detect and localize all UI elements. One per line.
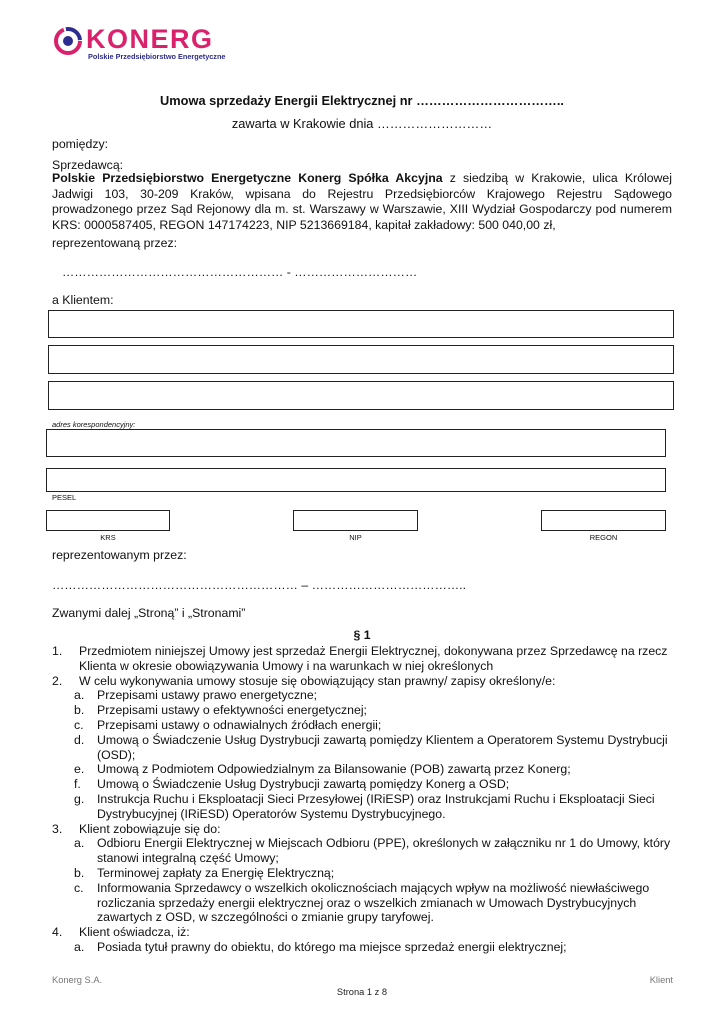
page-number: Strona 1 z 8 — [336, 987, 388, 997]
seller-representative-line: ……………………………………………… - ………………………… — [62, 265, 418, 279]
clause-list — [52, 644, 674, 955]
clause-subitem: b. Terminowej zapłaty za Energię Elektryczną; — [74, 865, 335, 880]
regon-field[interactable] — [541, 510, 666, 531]
section-heading: § 1 — [353, 628, 371, 642]
clause-subitem: c. Informowania Sprzedawcy o wszelkich okolicznościach mających wpływ na możliwość niewłaściwego rozliczania sprzedaży energii elektrycznej oraz o wszelkich zmianach w Umowach Dystrybucyjnych zawartych z OSD, w szczególności o zmianie grupy taryfowej. — [74, 880, 650, 925]
konerg-logo-icon — [53, 26, 83, 56]
contract-title: Umowa sprzedaży Energii Elektrycznej nr …………………………….. — [160, 93, 564, 108]
parties-named: Zwanymi dalej „Stroną” i „Stronami” — [52, 606, 246, 620]
pesel-label: PESEL — [52, 493, 77, 502]
client-name-field[interactable] — [48, 310, 674, 338]
clause-item: 1. Przedmiotem niniejszej Umowy jest sprzedaż Energii Elektrycznej, dokonywana przez Sprzedawcę na rzecz Klienta w okresie obowiązywania Umowy i na warunkach w niej określonych — [52, 644, 674, 674]
clause-text: Klient zobowiązuje się do: — [79, 821, 221, 836]
clause-subitem: a. Odbioru Energii Elektrycznej w Miejscach Odbioru (PPE), określonych w załączniku nr 1 do Umowy, który stanowi integralną część Umowy; — [74, 836, 671, 866]
clause-subitem: g. Instrukcja Ruchu i Eksploatacji Sieci Przesyłowej (IRiESP) oraz Instrukcjami Ruchu i Eksploatacji Sieci Dystrybucyjnej (IRiESD) Operatorów Systemu Dystrybucyjnego. — [74, 791, 655, 821]
client-address-field-2[interactable] — [48, 381, 674, 410]
company-logo — [53, 24, 226, 67]
logo-name: KONERG — [86, 24, 214, 54]
correspondence-address-field[interactable] — [46, 429, 666, 457]
seller-details: z siedzibą w Krakowie, ulica Królowej Jadwigi 103, 30-209 Kraków, wpisana do Rejestru Przedsiębiorców Krajowego Rejestru Sądowego prowadzonego przez Sąd Rejonowy dla m. st. Warszawy w Warszawie, XIII Wydział Gospodarczy pod numerem KRS: 0000587405, REGON 147174223, NIP 5213669184, kapitał zakładowy: 500 040,00 zł, — [52, 171, 672, 232]
clause-text: W celu wykonywania umowy stosuje się obowiązujący stan prawny/ zapisy określony/e: — [79, 673, 556, 688]
contract-subtitle: zawarta w Krakowie dnia ……………………… — [231, 116, 493, 131]
footer-company: Konerg S.A. — [52, 975, 103, 985]
nip-field[interactable] — [293, 510, 418, 531]
clause-subitem: d. Umową o Świadczenie Usług Dystrybucji zawartą pomiędzy Klientem a Operatorem Systemu Dystrybucji (OSD); — [74, 732, 668, 762]
clause-text: Przedmiotem niniejszej Umowy jest sprzedaż Energii Elektrycznej, dokonywana przez Sprzedawcę na rzecz Klienta w okresie obowiązywania Umowy i na warunkach w niej określonych — [79, 644, 668, 673]
nip-label: NIP — [349, 533, 362, 542]
clause-subitem: a. Przepisami ustawy prawo energetyczne; — [74, 688, 318, 703]
footer-client: Klient — [649, 975, 673, 985]
client-representative-line: …………………………………………………… – ……………………………….. — [52, 578, 467, 592]
krs-field[interactable] — [46, 510, 170, 531]
krs-label: KRS — [100, 533, 116, 542]
client-label: a Klientem: — [52, 293, 114, 307]
clause-subitem: e. Umową z Podmiotem Odpowiedzialnym za Bilansowanie (POB) zawartą przez Konerg; — [74, 762, 571, 777]
clause-subitem: b. Przepisami ustawy o efektywności energetycznej; — [74, 703, 367, 718]
regon-label: REGON — [589, 533, 618, 542]
clause-text: Klient oświadcza, iż: — [79, 925, 190, 940]
clause-item: 3. Klient zobowiązuje się do: — [52, 822, 674, 837]
clause-item: 4. Klient oświadcza, iż: — [52, 925, 674, 940]
seller-represented-label: reprezentowaną przez: — [52, 236, 178, 250]
seller-label: Sprzedawcą: — [52, 158, 124, 172]
clause-subitem: c. Przepisami ustawy o odnawialnych źródłach energii; — [74, 717, 382, 732]
seller-paragraph — [52, 171, 672, 233]
logo-subtitle: Polskie Przedsiębiorstwo Energetyczne — [88, 52, 226, 61]
clause-item: 2. W celu wykonywania umowy stosuje się obowiązujący stan prawny/ zapisy określony/e: — [52, 674, 674, 689]
clause-subitem: f. Umową o Świadczenie Usług Dystrybucji zawartą pomiędzy Konerg a OSD; — [74, 777, 510, 792]
client-address-field[interactable] — [48, 345, 674, 374]
correspondence-label: adres korespondencyjny: — [52, 420, 136, 429]
client-represented-label: reprezentowanym przez: — [52, 548, 187, 562]
pesel-field[interactable] — [46, 468, 666, 492]
between-label: pomiędzy: — [52, 137, 109, 151]
clause-subitem: a. Posiada tytuł prawny do obiektu, do którego ma miejsce sprzedaż energii elektrycznej; — [74, 939, 567, 954]
seller-name: Polskie Przedsiębiorstwo Energetyczne Konerg Spółka Akcyjna — [52, 171, 443, 185]
